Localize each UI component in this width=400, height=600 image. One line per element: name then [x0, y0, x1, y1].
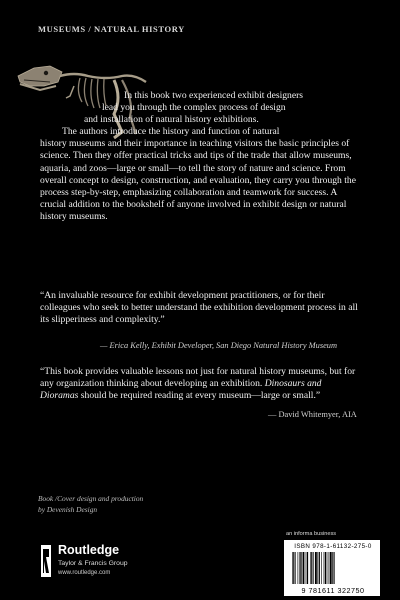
- quote-text: “This book provides valuable lessons not just for natural history museums, but for any organization thinking about developing an exhibition.: [40, 366, 356, 390]
- description-line: In this book two experienced exhibit designers: [124, 90, 304, 101]
- barcode-bar: [293, 552, 294, 584]
- credits-line: by Devenish Design: [38, 504, 98, 514]
- barcode-bar: [315, 552, 317, 584]
- credits-line: Book /Cover design and production: [38, 494, 144, 503]
- description-text: [40, 90, 360, 223]
- barcode-bar: [292, 552, 293, 584]
- isbn-text: ISBN 978-1-61132-275-0: [294, 543, 372, 550]
- publisher-group: Taylor & Francis Group: [58, 560, 128, 567]
- design-credits: [38, 494, 198, 515]
- barcode-bar: [299, 552, 300, 584]
- barcode-bar: [324, 552, 325, 584]
- description-line: The authors introduce the history and function of natural: [62, 126, 280, 138]
- barcode-bar: [301, 552, 302, 584]
- quote-text: should be required reading at every museum—large or small.”: [78, 390, 321, 402]
- category-label: MUSEUMS / NATURAL HISTORY: [38, 24, 185, 34]
- barcode-bar: [311, 552, 312, 584]
- barcode-bar: [317, 552, 318, 584]
- barcode-bar: [334, 552, 335, 584]
- barcode-bar: [298, 552, 299, 584]
- informa-tagline: an informa business: [286, 531, 337, 537]
- barcode-bar: [307, 552, 308, 584]
- barcode-bar: [325, 552, 326, 584]
- barcode-bar: [327, 552, 328, 584]
- review-quote-whitemyer: [40, 366, 362, 402]
- barcode-bar: [319, 552, 320, 584]
- publisher-name: Routledge: [58, 543, 120, 557]
- barcode-bar: [313, 552, 314, 584]
- review-attribution-kelly: — Erica Kelly, Exhibit Developer, San Diego Natural History Museum: [100, 341, 338, 350]
- barcode-bar: [329, 552, 330, 584]
- description-line: lead you through the complex process of design: [102, 102, 286, 114]
- barcode: [284, 540, 380, 596]
- barcode-bar: [303, 552, 305, 584]
- barcode-bar: [306, 552, 307, 584]
- barcode-bars: [292, 552, 372, 584]
- description-body: history museums and their importance in teaching visitors the basic principles of science. Then they offer practical tricks and tips of the trade that allow museums, aquaria, and zoos—large or small—to tell the story of nature and science. From overall concept to design, construction, and evaluation, they carry you through the process step-by-step, emphasizing collaboration and teamwork for success. A crucial addition to the bookshelf of anyone involved in exhibit design or natural history museums.: [40, 138, 356, 222]
- barcode-bar: [330, 552, 332, 584]
- barcode-bar: [321, 552, 322, 584]
- review-quote-kelly: “An invaluable resource for exhibit development practitioners, or for their colleagues who seek to better understand the exhibition development process in all its slipperiness and complexity.”: [40, 290, 358, 326]
- barcode-number: 9 781611 322750: [301, 586, 365, 595]
- barcode-bar: [310, 552, 311, 584]
- barcode-bar: [332, 552, 333, 584]
- barcode-bar: [295, 552, 296, 584]
- publisher-url: www.routledge.com: [58, 570, 111, 576]
- description-line: and installation of natural history exhibitions.: [84, 114, 259, 126]
- book-title: Dinosaurs and Dioramas: [40, 378, 322, 402]
- review-attribution-whitemyer: — David Whitemyer, AIA: [268, 410, 357, 419]
- routledge-logo-icon: [38, 543, 54, 579]
